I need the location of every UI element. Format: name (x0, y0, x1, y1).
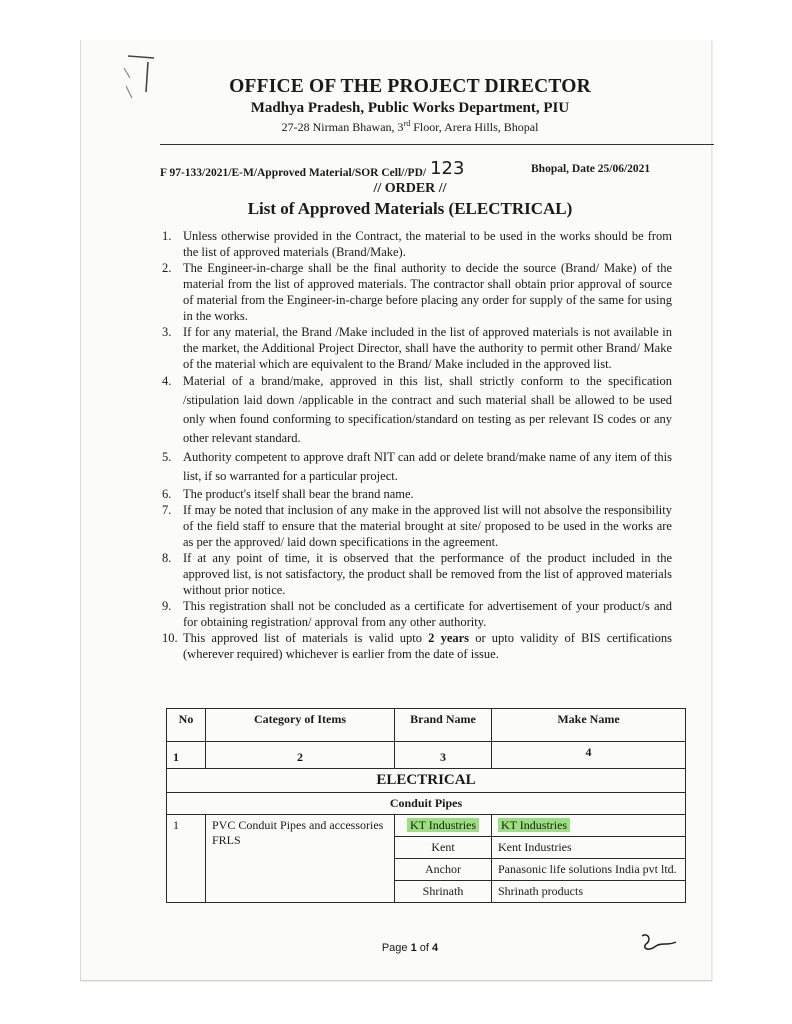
brand-highlight: KT Industries (407, 818, 479, 832)
table-header-row (167, 709, 686, 742)
clause-3: 3. If for any material, the Brand /Make included in the list of approved materials is not available in the market, the Additional Project Director, shall have the authority to permit other Brand/ Make of the material which are equivalent to the Brand/ Make included in the approved list. (162, 325, 672, 371)
subsection-row (167, 793, 686, 815)
signature-icon (634, 930, 680, 956)
header-brand: Brand Name (395, 709, 492, 742)
header-make: Make Name (492, 709, 686, 742)
clause-6: 6. The product's itself shall bear the brand name. (162, 487, 414, 501)
item-number: 1 (167, 815, 206, 903)
clause-10: 10. This approved list of materials is valid upto 2 years or upto validity of BIS certifications (wherever required) whichever is earlier from the date of issue. (162, 631, 673, 661)
make-cell: Kent Industries (492, 837, 686, 859)
subsection-conduit-pipes: Conduit Pipes (167, 793, 686, 815)
table-index-row (167, 742, 686, 769)
issue-date: Bhopal, Date 25/06/2021 (531, 163, 651, 175)
header-no: No (167, 709, 206, 742)
clause-7: 7. If may be noted that inclusion of any make in the approved list will not absolve the responsibility of the field staff to ensure that the material brought at site/ proposed to be used in the works are as per the approved/ laid down specifications in the agreement. (162, 503, 672, 549)
reference-number: F 97-133/2021/E-M/Approved Material/SOR Cell//PD/ 123 (160, 158, 465, 179)
clause-9: 9. This registration shall not be concluded as a certificate for advertisement of your product/s and for obtaining registration/ approval from any other authority. (162, 599, 672, 629)
clause-list (162, 228, 672, 662)
clause-8: 8. If at any point of time, it is observed that the performance of the product included in the approved list, is not satisfactory, the product shall be removed from the list of approved materials without prior notice. (162, 551, 672, 597)
clause-4: 4. Material of a brand/make, approved in this list, shall strictly conform to the specification /stipulation laid down /applicable in the contract and such material shall be allowed to be used only when found conforming to specification/standard on testing as per relevant IS codes or any other relevant standard. (162, 374, 672, 445)
index-cell: 3 (395, 742, 492, 769)
page-number: Page 1 of 4 (381, 942, 439, 954)
office-heading: OFFICE OF THE PROJECT DIRECTOR (229, 76, 591, 97)
index-cell: 2 (206, 742, 395, 769)
document-title: List of Approved Materials (ELECTRICAL) (247, 199, 573, 218)
office-address: 27-28 Nirman Bhawan, 3rd Floor, Arera Hills, Bhopal (281, 119, 539, 134)
table-row (167, 815, 686, 837)
make-cell: Panasonic life solutions India pvt ltd. (492, 859, 686, 881)
clause-2: 2. The Engineer-in-charge shall be the final authority to decide the source (Brand/ Make) of the material from the list of approved materials. The contractor shall obtain prior approval of source of material from the Engineer-in-charge before placing any order for supply of the same for using in the works. (162, 261, 672, 323)
index-cell: 1 (167, 742, 206, 769)
clause-5: 5. Authority competent to approve draft NIT can add or delete brand/make name of any item of this list, if so warranted for a particular project. (162, 450, 672, 483)
section-row (167, 769, 686, 793)
brand-cell: Anchor (395, 859, 492, 881)
item-category: PVC Conduit Pipes and accessories FRLS (206, 815, 395, 903)
order-heading: // ORDER // (373, 181, 447, 196)
make-highlight: KT Industries (498, 818, 570, 832)
clause-1: 1. Unless otherwise provided in the Contract, the material to be used in the works should be from the list of approved materials (Brand/Make). (162, 229, 672, 259)
approved-materials-table (166, 708, 686, 903)
section-electrical: ELECTRICAL (167, 769, 686, 793)
header-divider (160, 144, 714, 145)
make-cell (492, 815, 686, 837)
make-cell: Shrinath products (492, 881, 686, 903)
department-heading: Madhya Pradesh, Public Works Department, PIU (250, 100, 570, 116)
brand-cell: Shrinath (395, 881, 492, 903)
handwritten-number: 123 (430, 158, 465, 179)
index-cell: 4 (492, 742, 686, 769)
header-category: Category of Items (206, 709, 395, 742)
brand-cell: Kent (395, 837, 492, 859)
brand-cell (395, 815, 492, 837)
